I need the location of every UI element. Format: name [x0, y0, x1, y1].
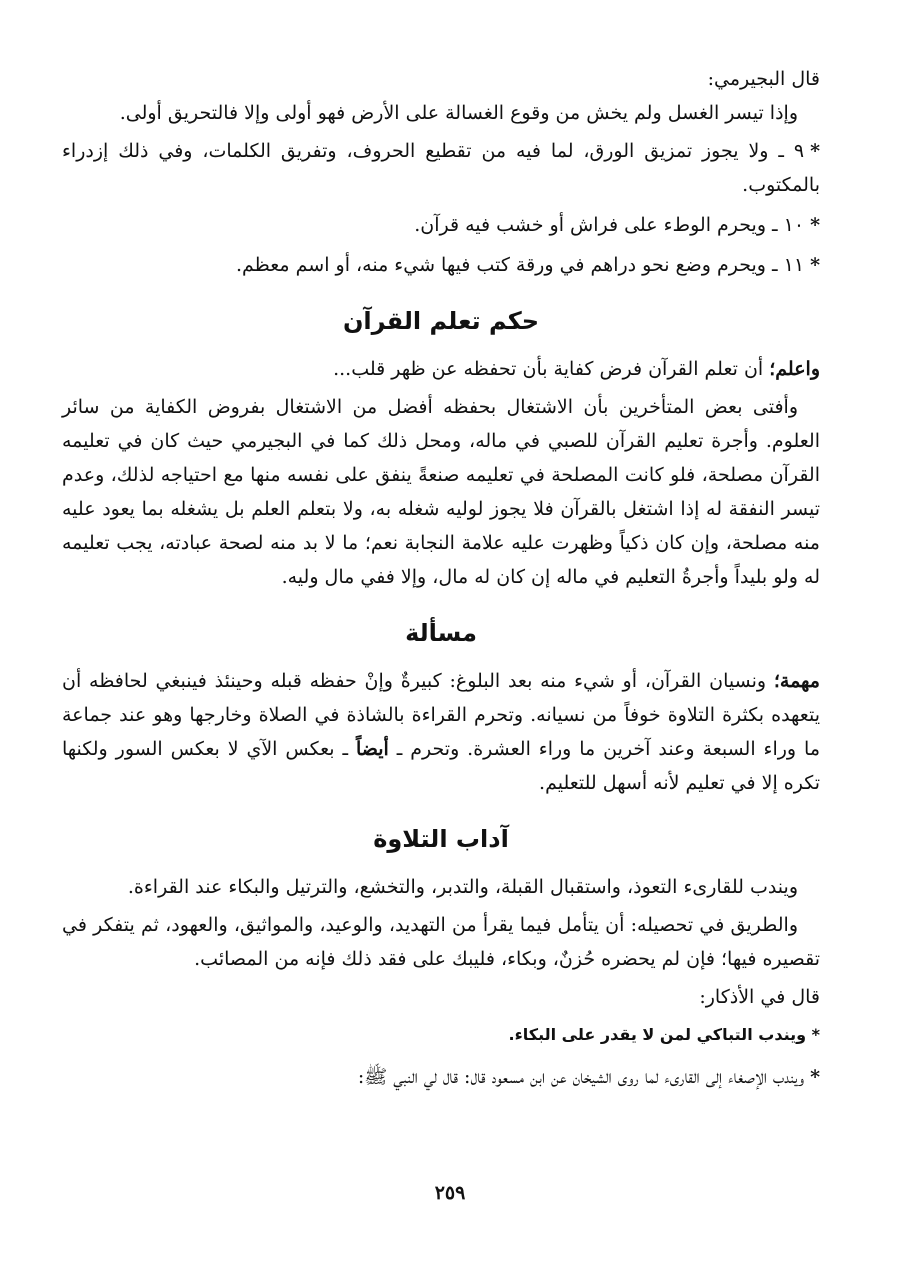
paragraph-know-text: أن تعلم القرآن فرض كفاية بأن تحفظه عن ظهر قلب...: [333, 358, 764, 380]
list-item-10-text: ١٠ ـ ويحرم الوطء على فراش أو خشب فيه قرآن.: [414, 214, 805, 236]
intro-label: قال البجيرمي:: [707, 68, 820, 90]
lead-word-know: واعلم؛: [769, 358, 820, 380]
list-item-9-text: ٩ ـ ولا يجوز تمزيق الورق، لما فيه من تقطيع الحروف، وتفريق الكلمات، وفي ذلك إزدراء بالمكتوب.: [62, 140, 820, 196]
list-item-listening-text: ويندب الإصغاء إلى القارىء لما روى الشيخان عن ابن مسعود قال: قال لي النبي ﷺ:: [357, 1066, 805, 1088]
section-heading-issue: مسألة: [405, 619, 477, 647]
star-marker-icon: *: [810, 214, 820, 236]
list-item-9: [62, 134, 820, 202]
section-heading-recitation-etiquette: آداب التلاوة: [373, 825, 509, 853]
page-number: ٢٥٩: [434, 1182, 466, 1204]
paragraph-forgetting: [62, 664, 820, 800]
paragraph-forgetting-text: ونسيان القرآن، أو شيء منه بعد البلوغ: كبيرةٌ وإنْ حفظه قبله وحينئذ فينبغي لحافظه أن يتعهده بكثرة التلاوة خوفاً من نسيانه. وتحرم القراءة بالشاذة في الصلاة وخارجها وهو عند جماعة ما وراء السبعة وعند آخرين ما وراء العشرة. وتحرم ـ: [62, 670, 820, 760]
paragraph-fatwa: وأفتى بعض المتأخرين بأن الاشتغال بحفظه أفضل من الاشتغال بفروض الكفاية من سائر العلوم. وأجرة تعليم القرآن للصبي في ماله، ومحل ذلك كما في البجيرمي حيث كان في تعليمه القرآن مصلحة، فلو كانت المصلحة في تعليمه صنعةً ينفق على نفسه منها مع احتياجه لذلك، وعدم تيسر النفقة له إذا اشتغل بالقرآن فلا يجوز لوليه شغله به، ولا بتعلم العلم بل يشغله بما يعود عليه منه مصلحة، وإن كان ذكياً وظهرت عليه علامة النجابة نعم؛ ما لا بد منه لصحة عبادته، يجب تعليمه له ولو بليداً وأجرةُ التعليم في ماله إن كان له مال، وإلا ففي مال وليه.: [62, 396, 820, 588]
paragraph-know: [62, 352, 820, 386]
paragraph-method: والطريق في تحصيله: أن يتأمل فيما يقرأ من التهديد، والوعيد، والمواثيق، والعهود، ثم يتفكر في تقصيره فيها؛ فإن لم يحضره حُزنٌ، وبكاء، فليبك على فقد ذلك فإنه من المصائب.: [62, 914, 820, 970]
star-marker-icon: *: [810, 1066, 820, 1088]
emphasis-also: أيضاً: [356, 738, 389, 760]
paragraph-washing: وإذا تيسر الغسل ولم يخش من وقوع الغسالة على الأرض فهو أولى وإلا فالتحريق أولى.: [119, 102, 798, 124]
note-weeping: [62, 1018, 820, 1052]
list-item-10: [62, 208, 820, 242]
paragraph-forgetting-end: ـ بعكس الآي لا بعكس السور ولكنها تكره إلا في تعليم لأنه أسهل للتعليم.: [62, 738, 820, 794]
lead-word-important: مهمة؛: [773, 670, 820, 692]
star-marker-icon: *: [811, 1025, 820, 1044]
page-body: [62, 62, 820, 1100]
star-marker-icon: *: [810, 140, 820, 162]
list-item-listening: [62, 1060, 820, 1094]
note-weeping-text: ويندب التباكي لمن لا يقدر على البكاء.: [508, 1025, 807, 1044]
list-item-11-text: ١١ ـ ويحرم وضع نحو دراهم في ورقة كتب فيها شيء منه، أو اسم معظم.: [236, 254, 805, 276]
star-marker-icon: *: [810, 254, 820, 276]
section-heading-learning-quran: حكم تعلم القرآن: [342, 307, 540, 335]
list-item-11: [62, 248, 820, 282]
paragraph-recommended: ويندب للقارىء التعوذ، واستقبال القبلة، والتدبر، والتخشع، والترتيل والبكاء عند القراءة.: [127, 876, 798, 898]
paragraph-adhkar-label: قال في الأذكار:: [699, 986, 820, 1008]
